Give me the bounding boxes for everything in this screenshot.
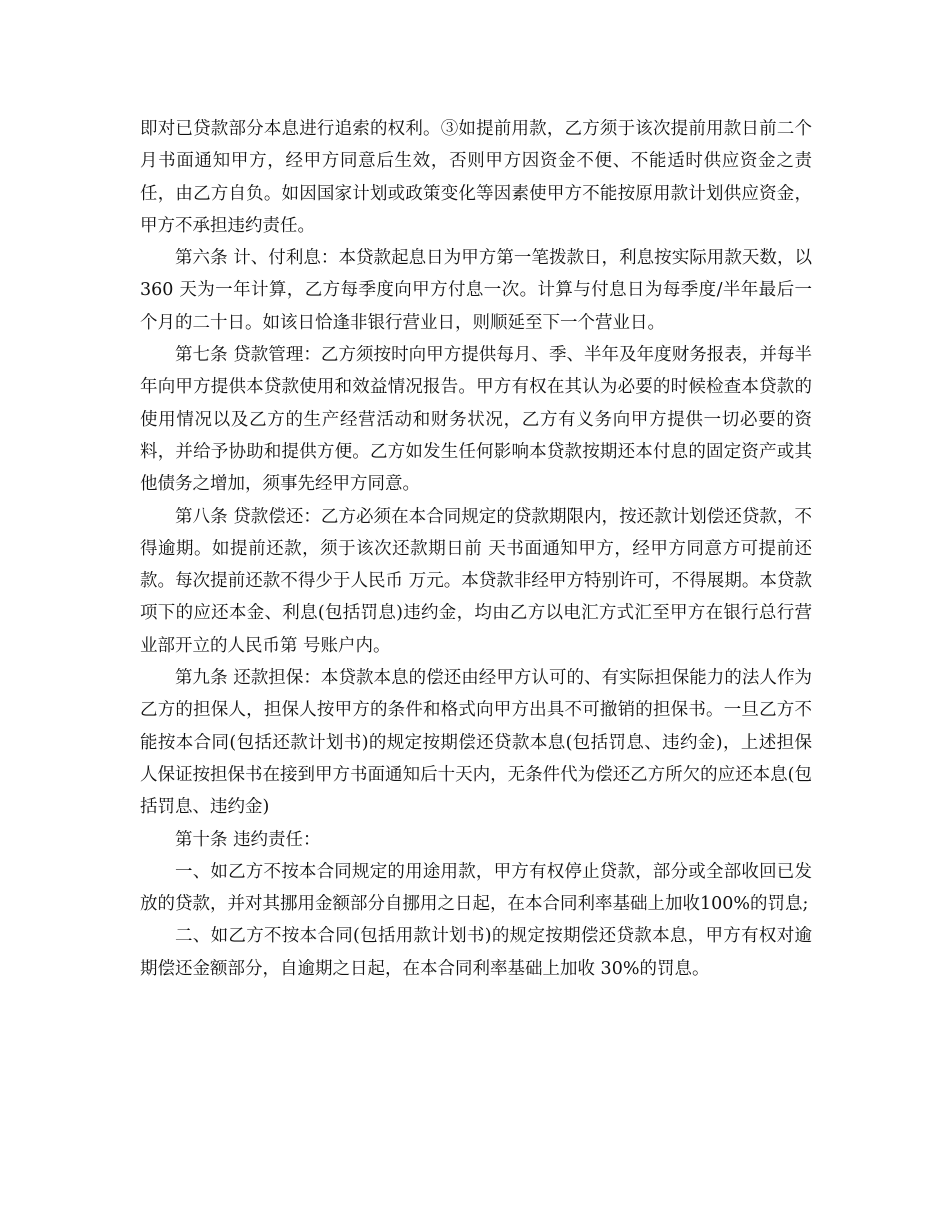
paragraph-article-9-guarantee: 第九条 还款担保：本贷款本息的偿还由经甲方认可的、有实际担保能力的法人作为乙方的担保人，担保人按甲方的条件和格式向甲方出具不可撤销的担保书。一旦乙方不能按本合同(包括还款计划书)的规定按期偿还贷款本息(包括罚息、违约金)，上述担保人保证按担保书在接到甲方书面通知后十天内，无条件代为偿还乙方所欠的应还本息(包括罚息、违约金) [140,668,812,818]
paragraph-article-10-heading: 第十条 违约责任： [175,829,321,850]
document-body [140,113,812,985]
paragraph-article-6-interest: 第六条 计、付利息：本贷款起息日为甲方第一笔拨款日，利息按实际用款天数，以 360 天为一年计算，乙方每季度向甲方付息一次。计算与付息日为每季度/半年最后一个月的二十日。如该日恰逢非银行营业日，则顺延至下一个营业日。 [140,248,812,333]
paragraph-article-8-repayment: 第八条 贷款偿还：乙方必须在本合同规定的贷款期限内，按还款计划偿还贷款，不得逾期。如提前还款，须于该次还款期日前 天书面通知甲方，经甲方同意方可提前还款。每次提前还款不得少于人民币 万元。本贷款非经甲方特别许可，不得展期。本贷款项下的应还本金、利息(包括罚息)违约金，均由乙方以电汇方式汇至甲方在银行总行营业部开立的人民币第 号账户内。 [140,506,812,656]
paragraph-continuation: 即对已贷款部分本息进行追索的权利。③如提前用款，乙方须于该次提前用款日前二个月书面通知甲方，经甲方同意后生效，否则甲方因资金不便、不能适时供应资金之责任，由乙方自负。如因国家计划或政策变化等因素使甲方不能按原用款计划供应资金，甲方不承担违约责任。 [140,119,812,236]
paragraph-article-7-loan-management: 第七条 贷款管理：乙方须按时向甲方提供每月、季、半年及年度财务报表，并每半年向甲方提供本贷款使用和效益情况报告。甲方有权在其认为必要的时候检查本贷款的使用情况以及乙方的生产经营活动和财务状况，乙方有义务向甲方提供一切必要的资料，并给予协助和提供方便。乙方如发生任何影响本贷款按期还本付息的固定资产或其他债务之增加，须事先经甲方同意。 [140,345,812,495]
paragraph-article-10-item-1: 一、如乙方不按本合同规定的用途用款，甲方有权停止贷款，部分或全部收回已发放的贷款，并对其挪用金额部分自挪用之日起，在本合同利率基础上加收100%的罚息; [140,861,812,915]
paragraph-article-10-item-2: 二、如乙方不按本合同(包括用款计划书)的规定按期偿还贷款本息，甲方有权对逾期偿还金额部分，自逾期之日起，在本合同利率基础上加收 30%的罚息。 [140,926,812,979]
